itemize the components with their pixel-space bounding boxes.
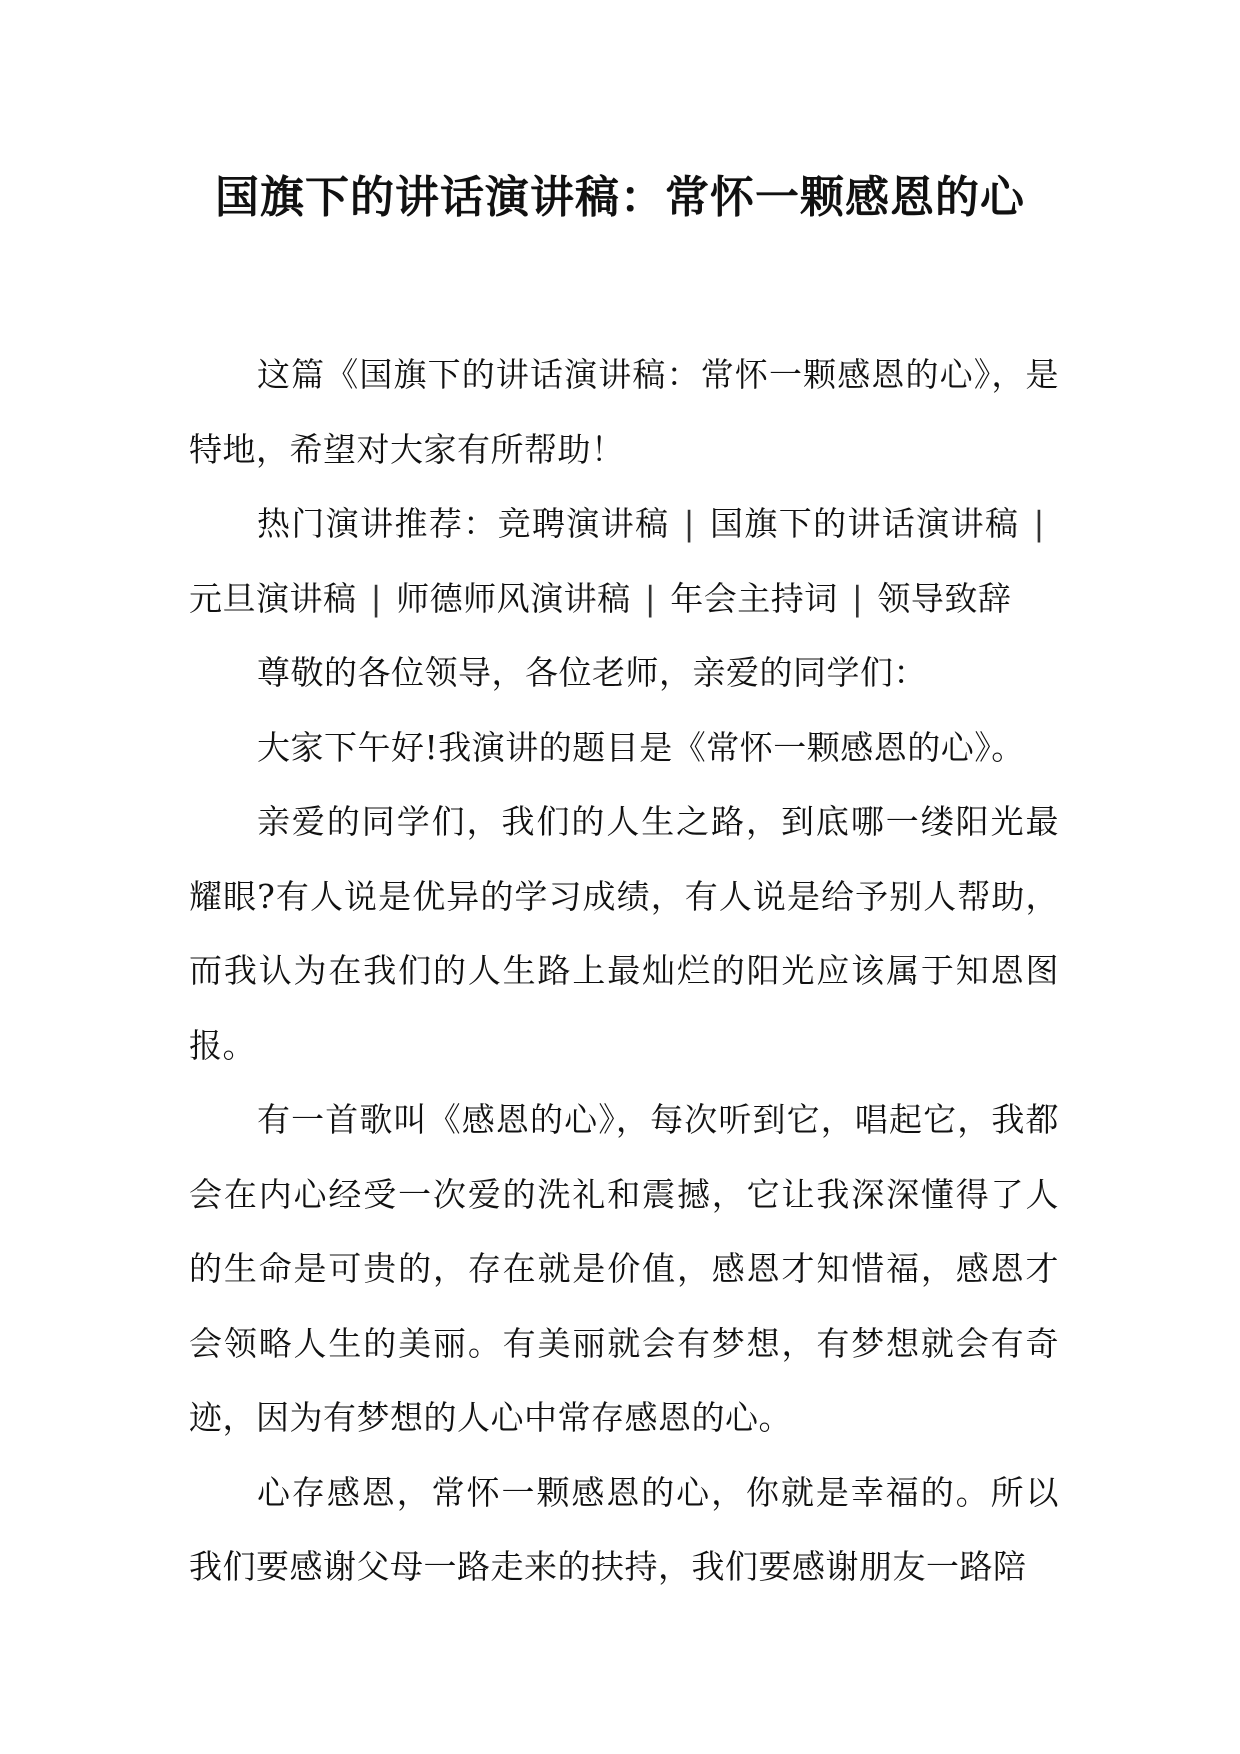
recommend-link-nianhui[interactable]: 年会主持词 bbox=[670, 578, 838, 618]
recommend-label: 热门演讲推荐： bbox=[257, 504, 498, 543]
link-separator: | bbox=[851, 578, 864, 618]
link-separator: | bbox=[644, 578, 657, 618]
recommend-link-yuandan[interactable]: 元旦演讲稿 bbox=[189, 578, 357, 618]
recommend-link-guoqixia[interactable]: 国旗下的讲话演讲稿 bbox=[709, 504, 1020, 543]
link-separator: | bbox=[370, 578, 383, 618]
document-body bbox=[189, 338, 1059, 1605]
link-separator: | bbox=[683, 504, 696, 543]
recommend-link-shide[interactable]: 师德师风演讲稿 bbox=[396, 578, 631, 618]
body-paragraph: 心存感恩，常怀一颗感恩的心，你就是幸福的。所以我们要感谢父母一路走来的扶持，我们要感谢朋友一路陪 bbox=[189, 1472, 1059, 1586]
recommend-link-jingpin[interactable]: 竞聘演讲稿 bbox=[497, 504, 670, 543]
document-title: 国旗下的讲话演讲稿：常怀一颗感恩的心 bbox=[215, 172, 1025, 223]
body-paragraph: 有一首歌叫《感恩的心》，每次听到它，唱起它，我都会在内心经受一次爱的洗礼和震撼，它让我深深懂得了人的生命是可贵的，存在就是价值，感恩才知惜福，感恩才会领略人生的美丽。有美丽就会有梦想，有梦想就会有奇迹，因为有梦想的人心中常存感恩的心。 bbox=[189, 1100, 1059, 1437]
greeting-paragraph: 大家下午好!我演讲的题目是《常怀一颗感恩的心》。 bbox=[257, 727, 1025, 767]
recommend-paragraph bbox=[189, 487, 1059, 636]
intro-paragraph: 这篇《国旗下的讲话演讲稿：常怀一颗感恩的心》，是特地，希望对大家有所帮助！ bbox=[189, 355, 1059, 469]
recommend-link-lingdao[interactable]: 领导致辞 bbox=[877, 578, 1012, 618]
salutation-paragraph: 尊敬的各位领导，各位老师，亲爱的同学们： bbox=[257, 653, 927, 692]
body-paragraph: 亲爱的同学们，我们的人生之路，到底哪一缕阳光最耀眼?有人说是优异的学习成绩，有人说是给予别人帮助，而我认为在我们的人生路上最灿烂的阳光应该属于知恩图报。 bbox=[189, 802, 1059, 1065]
link-separator: | bbox=[1033, 504, 1045, 543]
